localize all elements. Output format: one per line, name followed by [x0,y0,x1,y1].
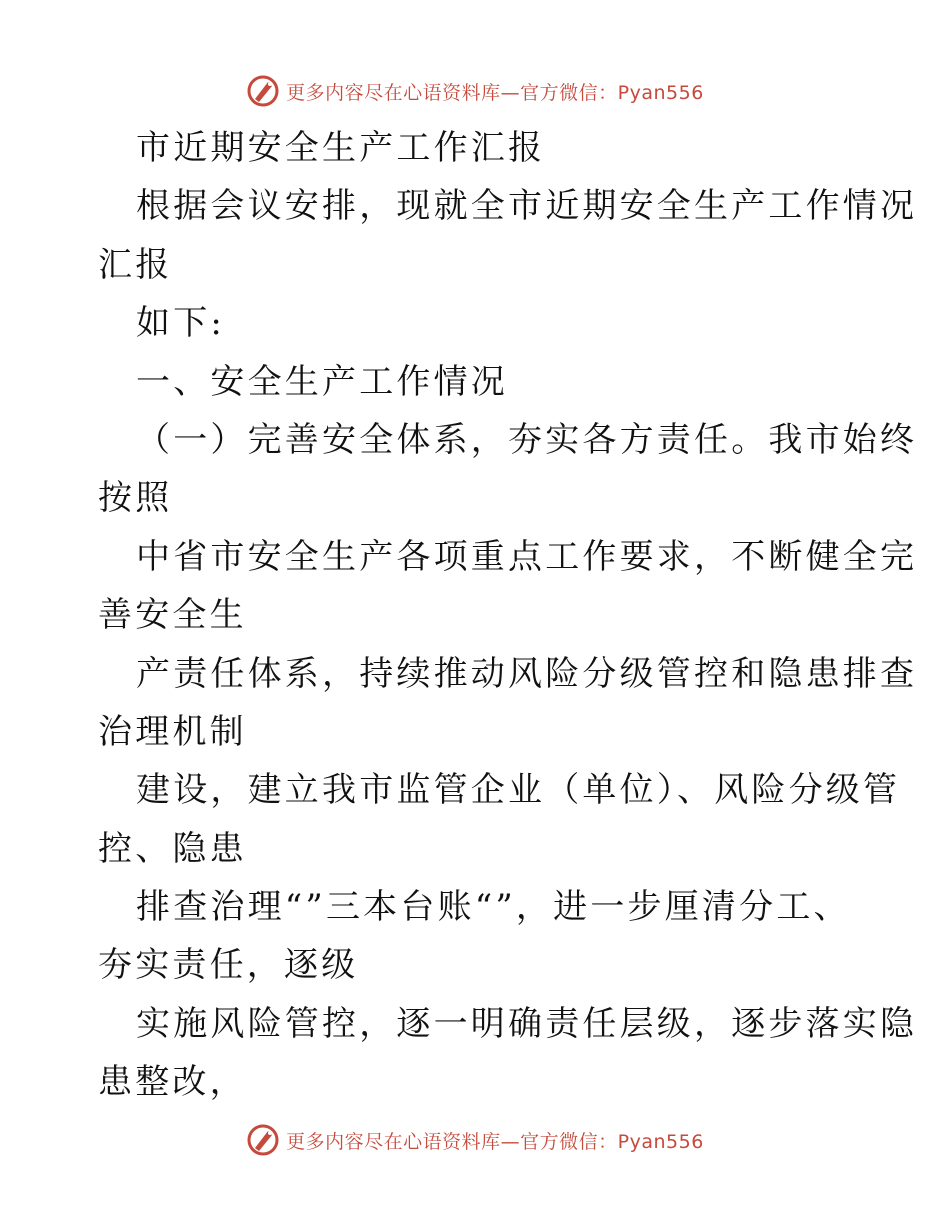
pen-logo-icon [246,1123,280,1157]
text-line: 中省市安全生产各项重点工作要求，不断健全完 [136,536,918,577]
text-line: 如下: [136,303,226,344]
text-line: 汇报 [98,244,173,285]
watermark-header [0,71,950,111]
text-line: 夯实责任，逐级 [98,945,359,986]
text-line: 市近期安全生产工作汇报 [136,128,546,168]
text-line: 产责任体系，持续推动风险分级管控和隐患排查 [136,653,918,694]
text-line: 一、安全生产工作情况 [136,361,508,402]
text-line: （一）完善安全体系，夯实各方责任。我市始终 [136,419,918,460]
text-line: 排查治理“”三本台账“”，进一步厘清分工、 [136,887,851,928]
text-line: 按照 [98,478,173,519]
watermark-text: 更多内容尽在心语资料库—官方微信：Pyan556 [286,81,704,104]
text-line: 控、隐患 [98,828,247,869]
text-line: 患整改， [98,1062,247,1103]
text-line: 根据会议安排，现就全市近期安全生产工作情况 [136,186,918,227]
text-line: 治理机制 [98,711,247,752]
text-line: 实施风险管控，逐一明确责任层级，逐步落实隐 [136,1003,918,1044]
watermark-text: 更多内容尽在心语资料库—官方微信：Pyan556 [286,1130,704,1153]
text-line: 善安全生 [98,595,247,636]
document-body [98,119,918,1112]
watermark-footer [0,1120,950,1160]
pen-logo-icon [246,74,280,108]
text-line: 建设，建立我市监管企业（单位）、风险分级管 [136,770,901,811]
